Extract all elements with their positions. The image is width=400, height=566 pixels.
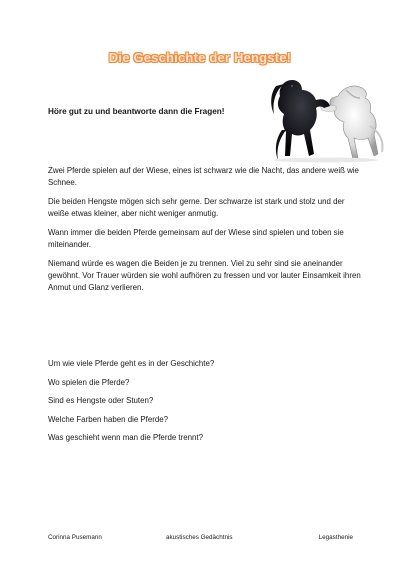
footer-category: Legasthenie	[318, 534, 353, 541]
page-title: Die Geschichte der Hengste!	[108, 50, 292, 65]
question-item: Um wie viele Pferde geht es in der Geschichte?	[48, 359, 215, 368]
white-horse-icon	[320, 86, 383, 159]
story-paragraph: Wann immer die beiden Pferde gemeinsam auf der Wiese sind spielen und toben sie miteinander.	[48, 228, 344, 249]
story-paragraph: Zwei Pferde spielen auf der Wiese, eines ist schwarz wie die Nacht, das andere weiß wie Schnee.	[48, 166, 359, 187]
horses-illustration	[262, 76, 390, 164]
question-item: Sind es Hengste oder Stuten?	[48, 396, 154, 405]
page-footer	[48, 534, 353, 544]
question-item: Wo spielen die Pferde?	[48, 377, 130, 387]
story-paragraph: Die beiden Hengste mögen sich sehr gerne. Der schwarze ist stark und stolz und der weiße etwas kleiner, aber nicht weniger anmutig.	[48, 197, 345, 218]
questions-list	[48, 358, 362, 451]
story-paragraph: Niemand würde es wagen die Beiden je zu trennen. Viel zu sehr sind sie aneinander gewöhnt. Vor Trauer würden sie wohl aufhören zu fressen und vor lauter Einsamkeit ihren Anmut und Glanz verlieren.	[48, 259, 361, 292]
instruction-text: Höre gut zu und beantworte dann die Fragen!	[48, 107, 225, 116]
question-item: Was geschieht wenn man die Pferde trennt?	[48, 433, 203, 442]
footer-topic: akustisches Gedächtnis	[166, 534, 233, 541]
footer-author: Corinna Pusemann	[48, 534, 102, 541]
black-horse-icon	[271, 80, 330, 160]
story-text	[48, 165, 362, 301]
question-item: Welche Farben haben die Pferde?	[48, 414, 169, 424]
